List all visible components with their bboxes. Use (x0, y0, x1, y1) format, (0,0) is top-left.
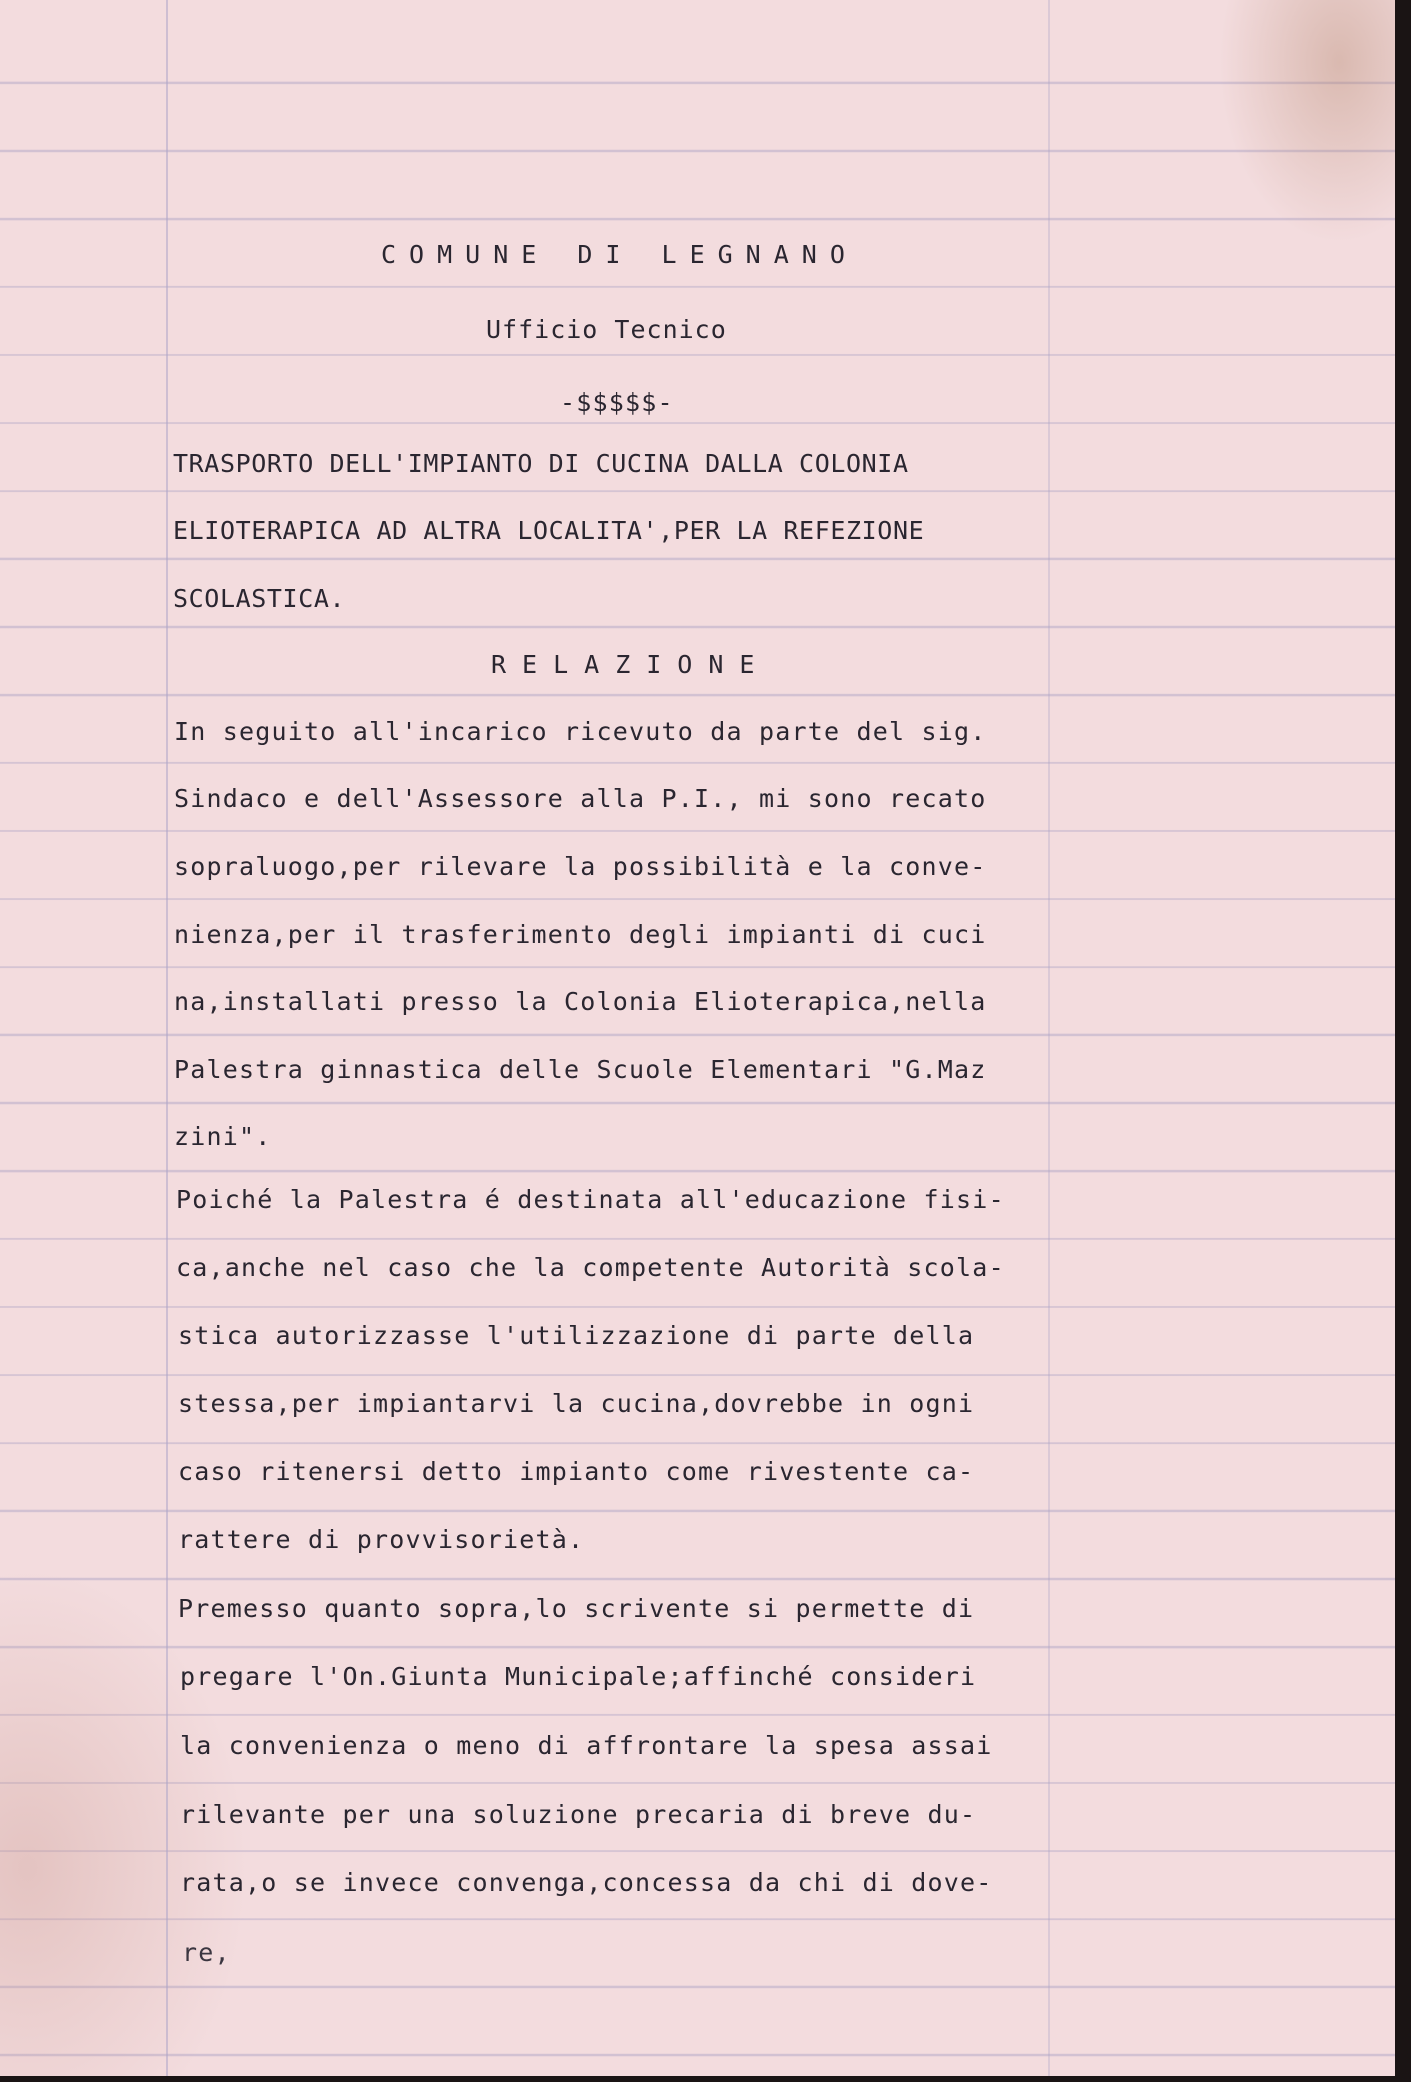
left-margin-rule (166, 0, 168, 2076)
body-line: nienza,per il trasferimento degli impianti di cuci (174, 920, 987, 949)
body-line: na,installati presso la Colonia Elioterapica,nella (174, 987, 987, 1016)
body-line: caso ritenersi detto impianto come rivestente ca- (178, 1457, 975, 1486)
scan-bottom-edge (0, 2076, 1411, 2082)
body-line: In seguito all'incarico ricevuto da parte del sig. (174, 717, 987, 746)
right-margin-rule (1048, 0, 1050, 2076)
body-line: re, (182, 1938, 231, 1967)
body-line: Poiché la Palestra é destinata all'educazione fisi- (176, 1185, 1005, 1214)
subject-line: SCOLASTICA. (173, 584, 346, 613)
section-title: RELAZIONE (491, 650, 771, 679)
body-line: ca,anche nel caso che la competente Autorità scola- (176, 1253, 1005, 1282)
body-line: zini". (174, 1122, 272, 1151)
subject-line: ELIOTERAPICA AD ALTRA LOCALITA',PER LA REFEZIONE (173, 516, 925, 545)
body-line: pregare l'On.Giunta Municipale;affinché consideri (180, 1662, 977, 1691)
body-line: la convenienza o meno di affrontare la spesa assai (180, 1731, 993, 1760)
office-heading: Ufficio Tecnico (486, 315, 727, 344)
body-line: Premesso quanto sopra,lo scrivente si permette di (178, 1594, 975, 1623)
body-line: rattere di provvisorietà. (178, 1525, 585, 1554)
body-line: stessa,per impiantarvi la cucina,dovrebbe in ogni (178, 1389, 975, 1418)
body-line: rata,o se invece convenga,concessa da chi di dove- (180, 1868, 993, 1897)
body-line: stica autorizzasse l'utilizzazione di parte della (178, 1321, 975, 1350)
body-line: rilevante per una soluzione precaria di breve du- (180, 1800, 977, 1829)
body-line: Sindaco e dell'Assessore alla P.I., mi sono recato (174, 784, 987, 813)
separator-line: -$$$$$- (560, 388, 674, 417)
scan-right-edge (1395, 0, 1411, 2082)
body-line: Palestra ginnastica delle Scuole Elementari "G.Maz (174, 1055, 987, 1084)
municipality-heading: COMUNE DI LEGNANO (381, 240, 858, 269)
subject-line: TRASPORTO DELL'IMPIANTO DI CUCINA DALLA COLONIA (173, 449, 909, 478)
body-line: sopraluogo,per rilevare la possibilità e la conve- (174, 852, 987, 881)
